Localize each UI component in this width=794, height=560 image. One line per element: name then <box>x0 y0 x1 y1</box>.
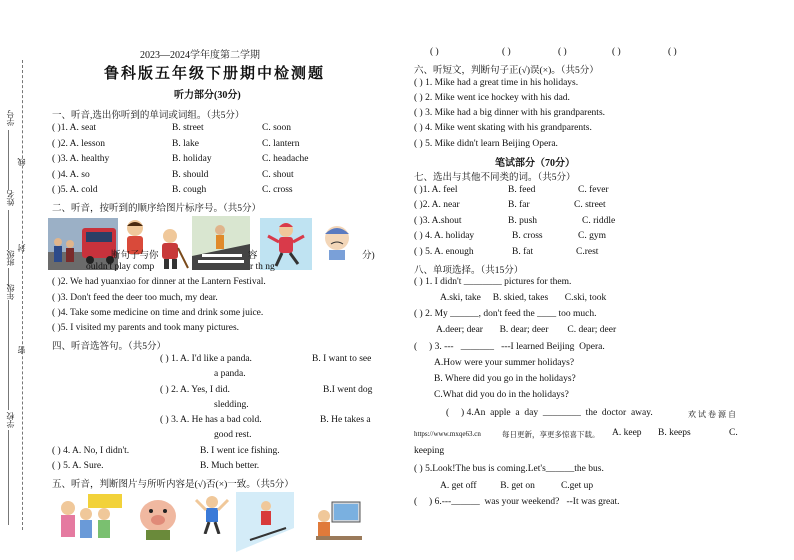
s4-q4-b: B. I went ice fishing. <box>200 446 280 456</box>
s1-q1-b: B. street <box>172 123 204 133</box>
s8-q2: ( ) 2. My ______, don't feed the ____ too much. <box>414 309 597 319</box>
binding-label-school: 学校 <box>6 412 15 428</box>
s1-q1-c: C. soon <box>262 123 292 133</box>
s8-q5: ( ) 5.Look!The bus is coming.Let's______the bus. <box>414 464 604 474</box>
right-top-bracket-2: ( ) <box>502 47 511 57</box>
s8-q5-options: A. get off B. get on C.get up <box>440 481 594 491</box>
section6-title: 六、听短文，判断句子正(√)误(×)。（共5分） <box>414 66 599 76</box>
section5-title: 五、听音，判断图片与所听内容是(√)否(×)一致。（共5分） <box>52 480 294 490</box>
s7-q5-c: C.rest <box>576 247 599 257</box>
s1-q3-b: B. holiday <box>172 154 212 164</box>
name-underline <box>8 210 9 250</box>
exercise-boy-picture <box>194 494 230 534</box>
s1-q3-a: ( )3. A. healthy <box>52 154 110 164</box>
section3-title-fragment-2: 容 <box>248 251 258 261</box>
s8-q3-option-c: C.What did you do in the holidays? <box>434 390 569 400</box>
s8-q4-option-a: A. keep <box>612 428 642 438</box>
s3-q2: ( )2. We had yuanxiao for dinner at the Lantern Festival. <box>52 277 266 287</box>
s3-q1-fragment-2: r th ng <box>250 262 275 272</box>
s4-q1-b2: a panda. <box>214 369 246 379</box>
s8-q2-options: A.deer; dear B. dear; deer C. dear; deer <box>436 325 617 335</box>
s1-q5-a: ( )5. A. cold <box>52 185 98 195</box>
s8-q3-option-a: A.How were your summer holidays? <box>434 358 575 368</box>
s3-q3: ( )3. Don't feed the deer too much, my dear. <box>52 293 218 303</box>
s8-q4-option-c: C. <box>729 428 738 438</box>
s7-q4-b: B. cross <box>512 231 543 241</box>
binding-label-student-no: 学号 <box>6 110 15 126</box>
s4-q2-b: B.I went dog <box>323 385 373 395</box>
right-top-bracket-3: ( ) <box>558 47 567 57</box>
section3-title-end: 分) <box>362 251 375 261</box>
s8-q4-source-note: 欢 试 卷 源 自 <box>688 410 736 419</box>
student-no-underline <box>8 130 9 190</box>
binding-mark-line: 线 <box>17 158 26 166</box>
s1-q2-a: ( )2. A. lesson <box>52 139 106 149</box>
s8-q4-url: https://www.mxqe63.cn <box>414 430 481 438</box>
listening-part-heading: 听力部分(30分) <box>174 90 241 101</box>
s7-q2-a: ( )2. A. near <box>414 200 460 210</box>
s1-q2-c: C. lantern <box>262 139 300 149</box>
skiing-picture <box>236 492 294 552</box>
s7-q4-a: ( ) 4. A. holiday <box>414 231 475 241</box>
s1-q2-b: B. lake <box>172 139 199 149</box>
s7-q5-a: ( ) 5. A. enough <box>414 247 474 257</box>
computer-boy-picture <box>314 496 364 544</box>
s1-q4-b: B. should <box>172 170 209 180</box>
binding-label-name: 姓名 <box>6 190 15 206</box>
section3-title-fragment: 断句子与你 <box>111 251 159 261</box>
right-top-bracket-4: ( ) <box>612 47 621 57</box>
s4-q5-a: ( ) 5. A. Sure. <box>52 461 104 471</box>
s1-q4-c: C. shout <box>262 170 294 180</box>
s3-q4: ( )4. Take some medicine on time and drink some juice. <box>52 308 264 318</box>
s8-q1: ( ) 1. I didn't ________ pictures for them. <box>414 277 572 287</box>
s8-q4: ( ) 4.An apple a day ________ the doctor away. <box>446 408 653 418</box>
written-part-heading: 笔试部分（70分） <box>495 158 575 169</box>
s4-q3-a: ( ) 3. A. He has a bad cold. <box>160 415 262 425</box>
family-picture <box>54 492 124 542</box>
section7-title: 七、选出与其他不同类的词。（共5分） <box>414 173 576 183</box>
s4-q4-a: ( ) 4. A. No, I didn't. <box>52 446 130 456</box>
s4-q3-b2: good rest. <box>214 430 252 440</box>
binding-mark-secret: 密 <box>17 346 26 354</box>
s8-q4-update-note: 每日更新，享更多惊喜下载。 <box>502 430 600 439</box>
s8-q4-option-c-text: keeping <box>414 446 445 456</box>
s8-q6: ( ) 6.---______ was your weekend? --It was great. <box>414 497 620 507</box>
binding-label-class: 班级 <box>6 250 15 266</box>
s3-q5: ( )5. I visited my parents and took many pictures. <box>52 323 240 333</box>
section4-title: 四、听音选答句。（共5分） <box>52 342 167 352</box>
s3-q1-fragment: ouldn't play comp <box>86 262 155 272</box>
s8-q4-option-b: B. keeps <box>658 428 691 438</box>
crosswalk-picture <box>192 216 250 270</box>
s4-q2-a: ( ) 2. A. Yes, I did. <box>160 385 230 395</box>
s7-q1-a: ( )1. A. feel <box>414 185 458 195</box>
s7-q2-b: B. far <box>508 200 530 210</box>
s8-q3: ( ) 3. --- _______ ---I learned Beijing Opera. <box>414 342 605 352</box>
s7-q2-c: C. street <box>574 200 606 210</box>
s4-q1-b: B. I want to see <box>312 354 372 364</box>
s6-q5: ( ) 5. Mike didn't learn Beijing Opera. <box>414 139 558 149</box>
s1-q4-a: ( )4. A. so <box>52 170 90 180</box>
binding-label-grade: 年级 <box>6 284 15 300</box>
s7-q3-b: B. push <box>508 216 538 226</box>
school-underline <box>8 430 9 525</box>
s7-q5-b: B. fat <box>512 247 534 257</box>
section8-title: 八、单项选择。（共15分） <box>414 266 524 276</box>
binding-line <box>22 60 23 530</box>
s7-q1-b: B. feed <box>508 185 536 195</box>
s8-q3-option-b: B. Where did you go in the holidays? <box>434 374 576 384</box>
s1-q5-c: C. cross <box>262 185 293 195</box>
s1-q3-c: C. headache <box>262 154 309 164</box>
s1-q1-a: ( )1. A. seat <box>52 123 97 133</box>
s7-q4-c: C. gym <box>578 231 606 241</box>
s8-q1-options: A.ski, take B. skied, takes C.ski, took <box>440 293 607 303</box>
section2-title: 二、听音，按听到的顺序给图片标序号。（共5分） <box>52 204 262 214</box>
grade-underline <box>8 300 9 410</box>
s4-q1-a: ( ) 1. A. I'd like a panda. <box>160 354 252 364</box>
pig-picture <box>132 492 184 542</box>
s4-q2-b2: sledding. <box>214 400 249 410</box>
s6-q4: ( ) 4. Mike went skating with his grandparents. <box>414 123 592 133</box>
right-top-bracket-5: ( ) <box>668 47 677 57</box>
s4-q5-b: B. Much better. <box>200 461 260 471</box>
binding-mark-seal: 封 <box>17 244 26 252</box>
s6-q2: ( ) 2. Mike went ice hockey with his dad. <box>414 93 570 103</box>
s7-q3-c: C. riddle <box>582 216 616 226</box>
s6-q1: ( ) 1. Mike had a great time in his holidays. <box>414 78 579 88</box>
page-title: 鲁科版五年级下册期中检测题 <box>104 66 326 82</box>
section1-title: 一、听音,选出你听到的单词或词组。（共5分） <box>52 111 245 121</box>
s1-q5-b: B. cough <box>172 185 207 195</box>
s7-q3-a: ( )3. A.shout <box>414 216 462 226</box>
crying-boy-picture <box>320 222 354 260</box>
year-term: 2023—2024学年度第二学期 <box>140 50 260 61</box>
s7-q1-c: C. fever <box>578 185 609 195</box>
right-top-bracket-1: ( ) <box>430 47 439 57</box>
s4-q3-b: B. He takes a <box>320 415 371 425</box>
s6-q3: ( ) 3. Mike had a big dinner with his grandparents. <box>414 108 606 118</box>
